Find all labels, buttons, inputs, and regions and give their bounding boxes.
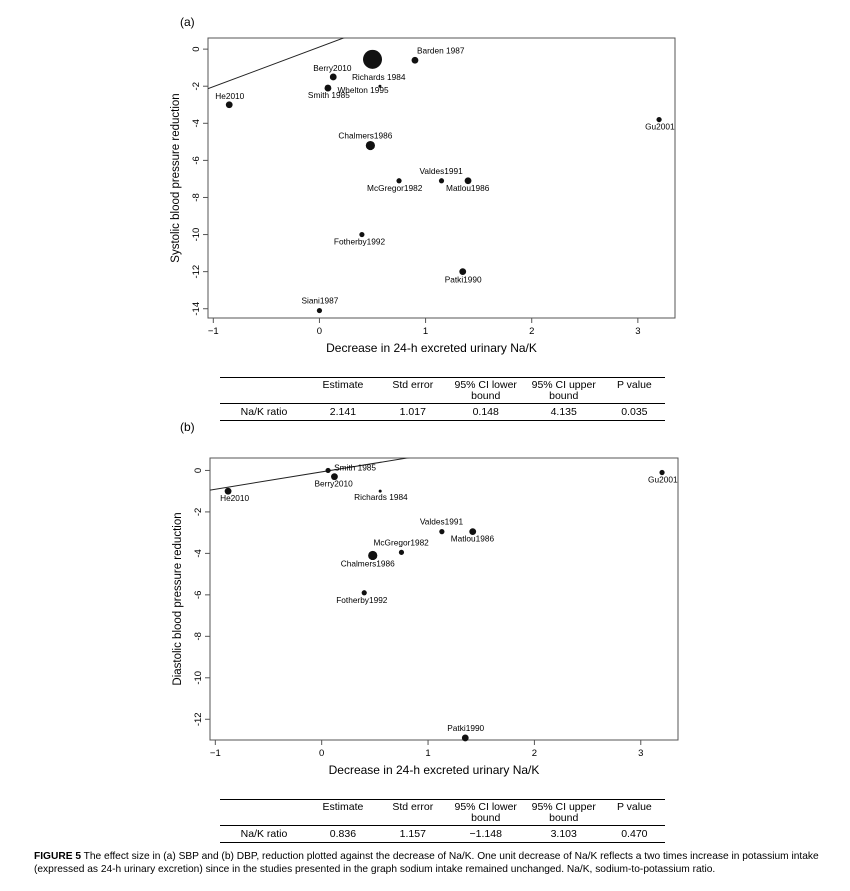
y-axis-title: Systolic blood pressure reduction [170, 93, 182, 263]
x-tick-label: −1 [207, 326, 219, 337]
y-tick-label: -6 [193, 590, 204, 600]
y-tick-label: -12 [191, 264, 202, 279]
data-point [462, 735, 469, 742]
data-point-label: Smith 1985 [307, 90, 350, 101]
y-tick-label: 0 [193, 467, 204, 474]
data-point-label: Gu2001 [645, 121, 675, 132]
plot-frame [208, 38, 675, 318]
data-point [439, 178, 444, 183]
x-tick-label: 1 [422, 326, 429, 337]
y-tick-label: -4 [191, 119, 202, 128]
panel-b-label: (b) [180, 420, 195, 434]
x-tick-label: 0 [316, 326, 323, 337]
table-cell: Na/K ratio [240, 828, 288, 840]
data-point-label: Siani1987 [301, 295, 339, 306]
data-point-label: McGregor1982 [367, 182, 423, 193]
regression-line [208, 30, 675, 89]
x-tick-label: 2 [529, 326, 535, 337]
y-tick-label: -4 [193, 549, 204, 558]
table-cell: 1.157 [399, 828, 426, 840]
table-header: P value [616, 801, 652, 813]
y-tick-label: -2 [193, 507, 204, 517]
panel-a-label: (a) [180, 15, 195, 29]
table-header: 95% CI upper bound [531, 801, 596, 824]
table-header: Std error [392, 379, 434, 391]
table-cell: 0.836 [329, 828, 357, 840]
table-cell: 0.470 [621, 828, 648, 840]
data-point-label: Chalmers1986 [340, 558, 395, 569]
table-cell: 0.035 [621, 406, 648, 418]
figure-caption [34, 850, 824, 876]
data-point [317, 308, 322, 313]
data-point-label: Patki1990 [444, 274, 482, 285]
x-tick-label: 3 [635, 326, 641, 337]
x-axis-title: Decrease in 24-h excreted urinary Na/K [326, 341, 537, 355]
data-point-label: Richards 1984 [354, 492, 408, 503]
table-cell: Na/K ratio [240, 406, 288, 418]
table-header [220, 800, 308, 826]
table-header: 95% CI lower bound [454, 379, 517, 402]
data-point [399, 550, 404, 555]
table-cell: −1.148 [469, 828, 502, 840]
data-point-label: Berry2010 [314, 478, 353, 489]
data-point [325, 468, 330, 473]
table-header: Std error [392, 801, 434, 813]
table-cell: 2.141 [329, 406, 357, 418]
y-tick-label: 0 [191, 46, 202, 52]
table-header [220, 378, 308, 404]
data-point [330, 74, 337, 81]
data-point-label: Richards 1984 [351, 72, 406, 83]
chart-sbp [160, 30, 700, 360]
table-header: Estimate [322, 801, 364, 813]
data-point [363, 50, 382, 69]
stats-table-sbp [220, 377, 665, 421]
table-header: 95% CI lower bound [454, 801, 517, 824]
x-tick-label: 2 [531, 748, 538, 759]
caption-label: FIGURE 5 [34, 851, 81, 862]
y-tick-label: -14 [191, 301, 202, 316]
table-header: P value [616, 379, 652, 391]
data-point [366, 141, 375, 150]
y-tick-label: -10 [193, 670, 204, 685]
data-point-label: He2010 [215, 90, 245, 101]
y-axis-title: Diastolic blood pressure reduction [172, 512, 184, 686]
data-point-label: Patki1990 [447, 722, 485, 733]
table-cell: 1.017 [399, 406, 426, 418]
plot-frame [210, 458, 678, 740]
table-header: 95% CI upper bound [531, 379, 596, 402]
data-point-label: Whelton 1995 [337, 85, 389, 96]
table-cell: 0.148 [472, 406, 499, 418]
table-header: Estimate [322, 379, 364, 391]
data-point-label: Fotherby1992 [336, 594, 388, 605]
data-point-label: Valdes1991 [419, 516, 464, 527]
caption-text: The effect size in (a) SBP and (b) DBP, reduction plotted against the decrease of Na/K. One unit decrease of Na/K reflects a two times increase in potassium intake (expressed as 24-h urinary excretion) since in the studies presented in the graph sodium intake remained unchanged. Na/K, sodium-to-potassium ratio. [34, 851, 819, 875]
data-point-label: Gu2001 [648, 474, 678, 485]
data-point [412, 57, 419, 64]
table-row [220, 826, 665, 843]
y-tick-label: -8 [191, 193, 202, 202]
x-tick-label: 1 [425, 748, 431, 759]
data-point-label: Matlou1986 [450, 533, 495, 544]
table-cell: 4.135 [550, 406, 577, 418]
x-tick-label: 0 [319, 748, 325, 759]
data-point-label: McGregor1982 [373, 537, 429, 548]
data-point-label: Chalmers1986 [338, 130, 393, 141]
regression-line [210, 450, 678, 490]
data-point-label: Smith 1985 [334, 462, 377, 473]
x-tick-label: −1 [209, 748, 221, 759]
y-tick-label: -12 [193, 712, 204, 727]
data-point [439, 529, 444, 534]
x-axis-title: Decrease in 24-h excreted urinary Na/K [328, 763, 540, 777]
table-cell: 3.103 [550, 828, 577, 840]
y-tick-label: -2 [191, 81, 202, 91]
y-tick-label: -10 [191, 227, 202, 242]
x-tick-label: 3 [638, 748, 644, 759]
table-row [220, 404, 665, 421]
data-point-label: Berry2010 [313, 62, 352, 73]
y-tick-label: -6 [191, 156, 202, 165]
chart-dbp [160, 450, 700, 790]
data-point-label: Matlou1986 [446, 182, 490, 193]
data-point [226, 101, 233, 108]
y-tick-label: -8 [193, 632, 204, 641]
data-point-label: Barden 1987 [416, 45, 465, 56]
data-point-label: He2010 [220, 493, 250, 504]
data-point-label: Fotherby1992 [333, 236, 386, 247]
data-point-label: Valdes1991 [419, 165, 463, 176]
stats-table-dbp [220, 799, 665, 843]
